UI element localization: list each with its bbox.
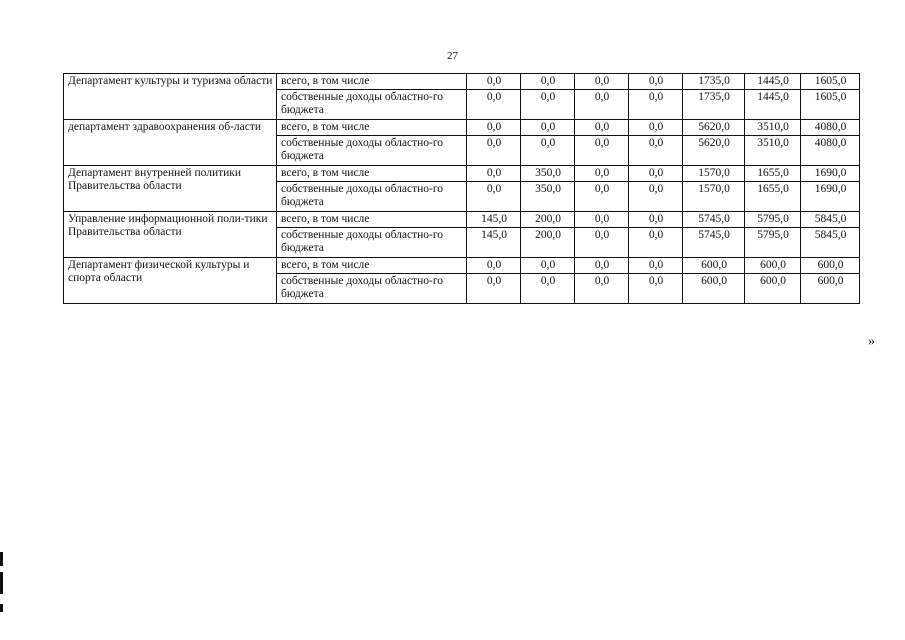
value-cell: 200,0 bbox=[521, 228, 575, 258]
value-cell: 600,0 bbox=[683, 258, 745, 274]
value-cell: 5845,0 bbox=[801, 212, 860, 228]
table-row bbox=[64, 120, 860, 136]
kind-cell: собственные доходы областно-го бюджета bbox=[277, 136, 467, 166]
kind-cell: собственные доходы областно-го бюджета bbox=[277, 228, 467, 258]
value-cell: 5620,0 bbox=[683, 120, 745, 136]
value-cell: 0,0 bbox=[467, 258, 521, 274]
value-cell: 0,0 bbox=[575, 228, 629, 258]
value-cell: 0,0 bbox=[629, 120, 683, 136]
value-cell: 1445,0 bbox=[745, 74, 801, 90]
value-cell: 600,0 bbox=[801, 274, 860, 304]
value-cell: 5845,0 bbox=[801, 228, 860, 258]
value-cell: 5795,0 bbox=[745, 212, 801, 228]
value-cell: 600,0 bbox=[745, 258, 801, 274]
value-cell: 5745,0 bbox=[683, 228, 745, 258]
kind-cell: всего, в том числе bbox=[277, 166, 467, 182]
value-cell: 0,0 bbox=[629, 74, 683, 90]
value-cell: 1445,0 bbox=[745, 90, 801, 120]
value-cell: 0,0 bbox=[629, 258, 683, 274]
kind-cell: всего, в том числе bbox=[277, 74, 467, 90]
value-cell: 0,0 bbox=[629, 212, 683, 228]
department-cell: Управление информационной поли-тики Правительства области bbox=[64, 212, 277, 258]
value-cell: 0,0 bbox=[521, 274, 575, 304]
value-cell: 0,0 bbox=[575, 182, 629, 212]
department-cell: Департамент культуры и туризма области bbox=[64, 74, 277, 120]
table-row bbox=[64, 166, 860, 182]
value-cell: 0,0 bbox=[521, 90, 575, 120]
kind-cell: собственные доходы областно-го бюджета bbox=[277, 274, 467, 304]
value-cell: 1690,0 bbox=[801, 182, 860, 212]
value-cell: 1570,0 bbox=[683, 182, 745, 212]
table-row bbox=[64, 74, 860, 90]
scan-edge-mark bbox=[0, 552, 3, 566]
value-cell: 0,0 bbox=[467, 136, 521, 166]
value-cell: 0,0 bbox=[521, 74, 575, 90]
budget-table bbox=[63, 73, 860, 304]
value-cell: 600,0 bbox=[745, 274, 801, 304]
value-cell: 0,0 bbox=[521, 258, 575, 274]
value-cell: 0,0 bbox=[575, 120, 629, 136]
value-cell: 1690,0 bbox=[801, 166, 860, 182]
value-cell: 0,0 bbox=[467, 120, 521, 136]
scan-edge-mark bbox=[0, 604, 3, 612]
department-cell: Департамент внутренней политики Правительства области bbox=[64, 166, 277, 212]
value-cell: 4080,0 bbox=[801, 136, 860, 166]
value-cell: 0,0 bbox=[575, 90, 629, 120]
value-cell: 145,0 bbox=[467, 228, 521, 258]
value-cell: 1605,0 bbox=[801, 74, 860, 90]
value-cell: 0,0 bbox=[629, 274, 683, 304]
value-cell: 0,0 bbox=[467, 274, 521, 304]
value-cell: 1605,0 bbox=[801, 90, 860, 120]
value-cell: 0,0 bbox=[629, 182, 683, 212]
value-cell: 0,0 bbox=[467, 74, 521, 90]
scan-edge-mark bbox=[0, 572, 3, 594]
value-cell: 0,0 bbox=[629, 136, 683, 166]
value-cell: 0,0 bbox=[575, 258, 629, 274]
value-cell: 600,0 bbox=[801, 258, 860, 274]
value-cell: 1735,0 bbox=[683, 74, 745, 90]
value-cell: 1655,0 bbox=[745, 166, 801, 182]
kind-cell: всего, в том числе bbox=[277, 120, 467, 136]
page-number: 27 bbox=[447, 50, 458, 62]
value-cell: 145,0 bbox=[467, 212, 521, 228]
kind-cell: собственные доходы областно-го бюджета bbox=[277, 90, 467, 120]
value-cell: 5745,0 bbox=[683, 212, 745, 228]
value-cell: 1655,0 bbox=[745, 182, 801, 212]
value-cell: 5795,0 bbox=[745, 228, 801, 258]
value-cell: 0,0 bbox=[575, 74, 629, 90]
closing-quote: » bbox=[868, 334, 875, 349]
value-cell: 0,0 bbox=[575, 136, 629, 166]
value-cell: 0,0 bbox=[467, 90, 521, 120]
value-cell: 0,0 bbox=[467, 182, 521, 212]
value-cell: 0,0 bbox=[629, 166, 683, 182]
kind-cell: всего, в том числе bbox=[277, 258, 467, 274]
value-cell: 0,0 bbox=[629, 228, 683, 258]
value-cell: 3510,0 bbox=[745, 120, 801, 136]
kind-cell: всего, в том числе bbox=[277, 212, 467, 228]
value-cell: 0,0 bbox=[629, 90, 683, 120]
value-cell: 0,0 bbox=[575, 166, 629, 182]
value-cell: 600,0 bbox=[683, 274, 745, 304]
value-cell: 3510,0 bbox=[745, 136, 801, 166]
value-cell: 0,0 bbox=[521, 136, 575, 166]
value-cell: 4080,0 bbox=[801, 120, 860, 136]
value-cell: 350,0 bbox=[521, 166, 575, 182]
value-cell: 0,0 bbox=[467, 166, 521, 182]
value-cell: 350,0 bbox=[521, 182, 575, 212]
value-cell: 5620,0 bbox=[683, 136, 745, 166]
value-cell: 1735,0 bbox=[683, 90, 745, 120]
table-row bbox=[64, 212, 860, 228]
value-cell: 0,0 bbox=[575, 212, 629, 228]
value-cell: 0,0 bbox=[521, 120, 575, 136]
value-cell: 200,0 bbox=[521, 212, 575, 228]
value-cell: 0,0 bbox=[575, 274, 629, 304]
department-cell: департамент здравоохранения об-ласти bbox=[64, 120, 277, 166]
department-cell: Департамент физической культуры и спорта области bbox=[64, 258, 277, 304]
value-cell: 1570,0 bbox=[683, 166, 745, 182]
kind-cell: собственные доходы областно-го бюджета bbox=[277, 182, 467, 212]
table-row bbox=[64, 258, 860, 274]
